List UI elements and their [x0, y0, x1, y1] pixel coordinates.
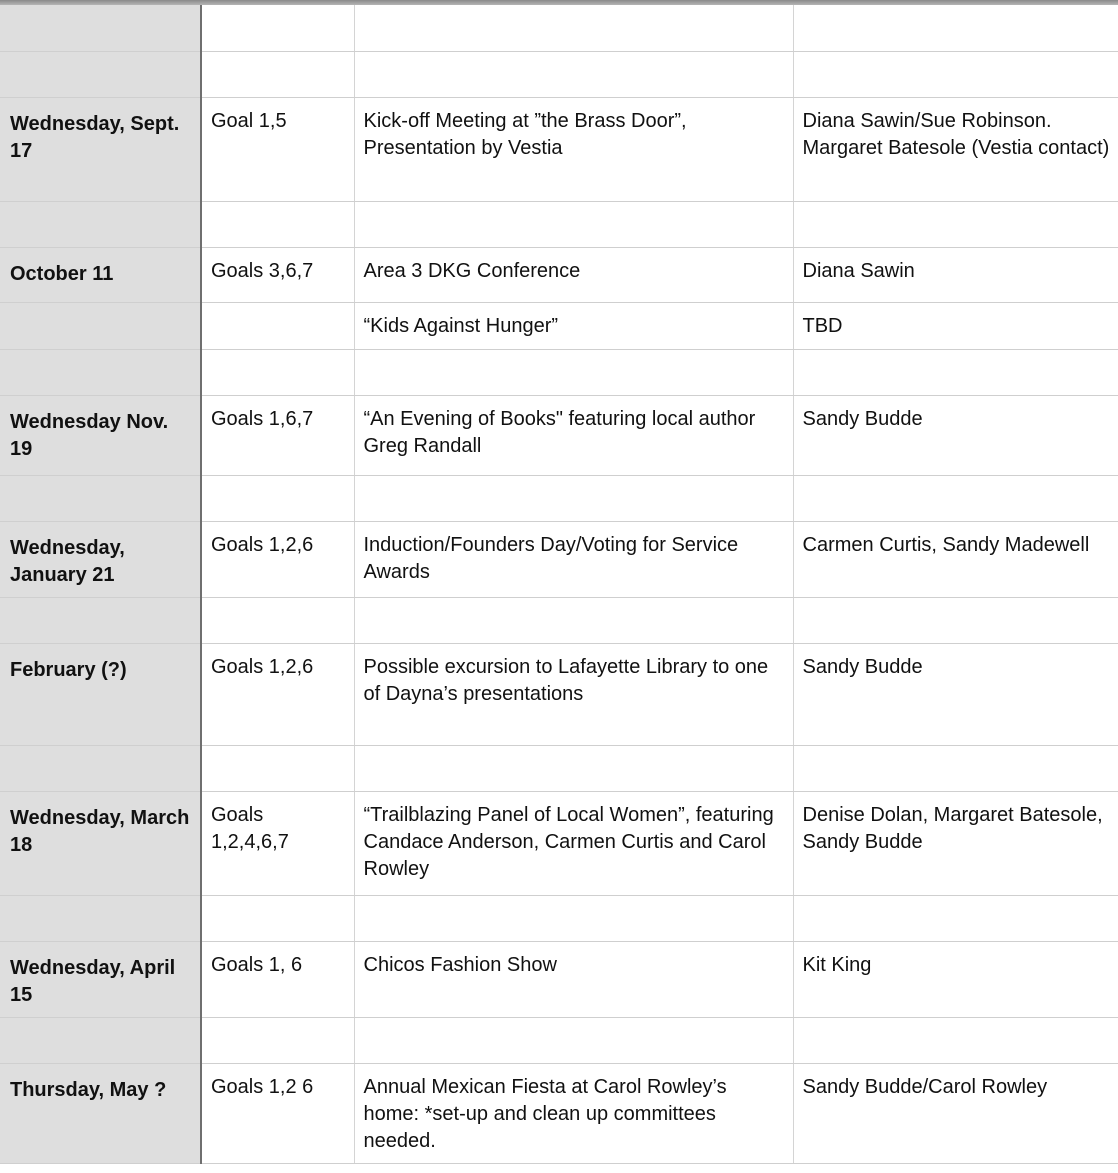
event-cell: Chicos Fashion Show	[354, 941, 793, 1017]
event-cell: Annual Mexican Fiesta at Carol Rowley’s home: *set-up and clean up committees needed.	[354, 1063, 793, 1163]
goals-cell: Goals 3,6,7	[201, 247, 354, 302]
spacer-row	[0, 745, 1118, 791]
goals-cell	[201, 5, 354, 51]
schedule-table	[0, 5, 1118, 1164]
contact-cell	[793, 349, 1118, 395]
contact-cell	[793, 895, 1118, 941]
date-cell	[0, 51, 201, 97]
event-cell	[354, 201, 793, 247]
event-cell: Area 3 DKG Conference	[354, 247, 793, 302]
event-row	[0, 791, 1118, 895]
date-cell: Thursday, May ?	[0, 1063, 201, 1163]
event-cell: “An Evening of Books" featuring local author Greg Randall	[354, 395, 793, 475]
event-row	[0, 1063, 1118, 1163]
event-cell	[354, 597, 793, 643]
event-cell	[354, 475, 793, 521]
event-row	[0, 395, 1118, 475]
goals-cell	[201, 51, 354, 97]
goals-cell: Goals 1,2,6	[201, 521, 354, 597]
contact-cell	[793, 51, 1118, 97]
goals-cell: Goals 1,2,4,6,7	[201, 791, 354, 895]
contact-cell: Sandy Budde	[793, 643, 1118, 745]
contact-cell	[793, 1017, 1118, 1063]
schedule-body	[0, 5, 1118, 1163]
event-cell	[354, 1017, 793, 1063]
event-row	[0, 97, 1118, 201]
date-cell: Wednesday, March 18	[0, 791, 201, 895]
event-cell: Kick-off Meeting at ”the Brass Door”, Presentation by Vestia	[354, 97, 793, 201]
contact-cell	[793, 201, 1118, 247]
contact-cell	[793, 597, 1118, 643]
goals-cell: Goals 1,2 6	[201, 1063, 354, 1163]
spacer-row	[0, 597, 1118, 643]
contact-cell: Diana Sawin	[793, 247, 1118, 302]
schedule-sheet	[0, 5, 1118, 1164]
contact-cell: Denise Dolan, Margaret Batesole, Sandy Budde	[793, 791, 1118, 895]
event-cell	[354, 745, 793, 791]
event-cell	[354, 349, 793, 395]
goals-cell	[201, 475, 354, 521]
event-cell: Possible excursion to Lafayette Library to one of Dayna’s presentations	[354, 643, 793, 745]
date-cell	[0, 597, 201, 643]
date-cell	[0, 745, 201, 791]
spacer-row	[0, 1017, 1118, 1063]
spacer-row	[0, 895, 1118, 941]
date-cell: Wednesday, Sept. 17	[0, 97, 201, 201]
contact-cell: TBD	[793, 302, 1118, 349]
event-cell	[354, 895, 793, 941]
event-row	[0, 643, 1118, 745]
event-row	[0, 941, 1118, 1017]
goals-cell	[201, 745, 354, 791]
goals-cell: Goal 1,5	[201, 97, 354, 201]
goals-cell	[201, 1017, 354, 1063]
contact-cell	[793, 5, 1118, 51]
date-cell	[0, 475, 201, 521]
date-cell: Wednesday Nov. 19	[0, 395, 201, 475]
contact-cell: Carmen Curtis, Sandy Madewell	[793, 521, 1118, 597]
contact-cell: Sandy Budde/Carol Rowley	[793, 1063, 1118, 1163]
event-row	[0, 302, 1118, 349]
date-cell: Wednesday, April 15	[0, 941, 201, 1017]
contact-cell: Diana Sawin/Sue Robinson. Margaret Batesole (Vestia contact)	[793, 97, 1118, 201]
event-cell: “Trailblazing Panel of Local Women”, featuring Candace Anderson, Carmen Curtis and Carol Rowley	[354, 791, 793, 895]
spacer-row	[0, 5, 1118, 51]
event-cell	[354, 51, 793, 97]
contact-cell: Sandy Budde	[793, 395, 1118, 475]
date-cell	[0, 5, 201, 51]
event-cell: “Kids Against Hunger”	[354, 302, 793, 349]
contact-cell	[793, 745, 1118, 791]
contact-cell	[793, 475, 1118, 521]
event-row	[0, 521, 1118, 597]
goals-cell	[201, 349, 354, 395]
event-cell	[354, 5, 793, 51]
spacer-row	[0, 201, 1118, 247]
contact-cell: Kit King	[793, 941, 1118, 1017]
goals-cell	[201, 895, 354, 941]
date-cell: October 11	[0, 247, 201, 302]
date-cell	[0, 302, 201, 349]
goals-cell	[201, 302, 354, 349]
spacer-row	[0, 475, 1118, 521]
event-cell: Induction/Founders Day/Voting for Service Awards	[354, 521, 793, 597]
goals-cell	[201, 201, 354, 247]
date-cell: Wednesday, January 21	[0, 521, 201, 597]
goals-cell: Goals 1,2,6	[201, 643, 354, 745]
goals-cell: Goals 1,6,7	[201, 395, 354, 475]
date-cell	[0, 1017, 201, 1063]
goals-cell: Goals 1, 6	[201, 941, 354, 1017]
date-cell	[0, 349, 201, 395]
date-cell: February (?)	[0, 643, 201, 745]
date-cell	[0, 201, 201, 247]
spacer-row	[0, 349, 1118, 395]
goals-cell	[201, 597, 354, 643]
date-cell	[0, 895, 201, 941]
event-row	[0, 247, 1118, 302]
spacer-row	[0, 51, 1118, 97]
